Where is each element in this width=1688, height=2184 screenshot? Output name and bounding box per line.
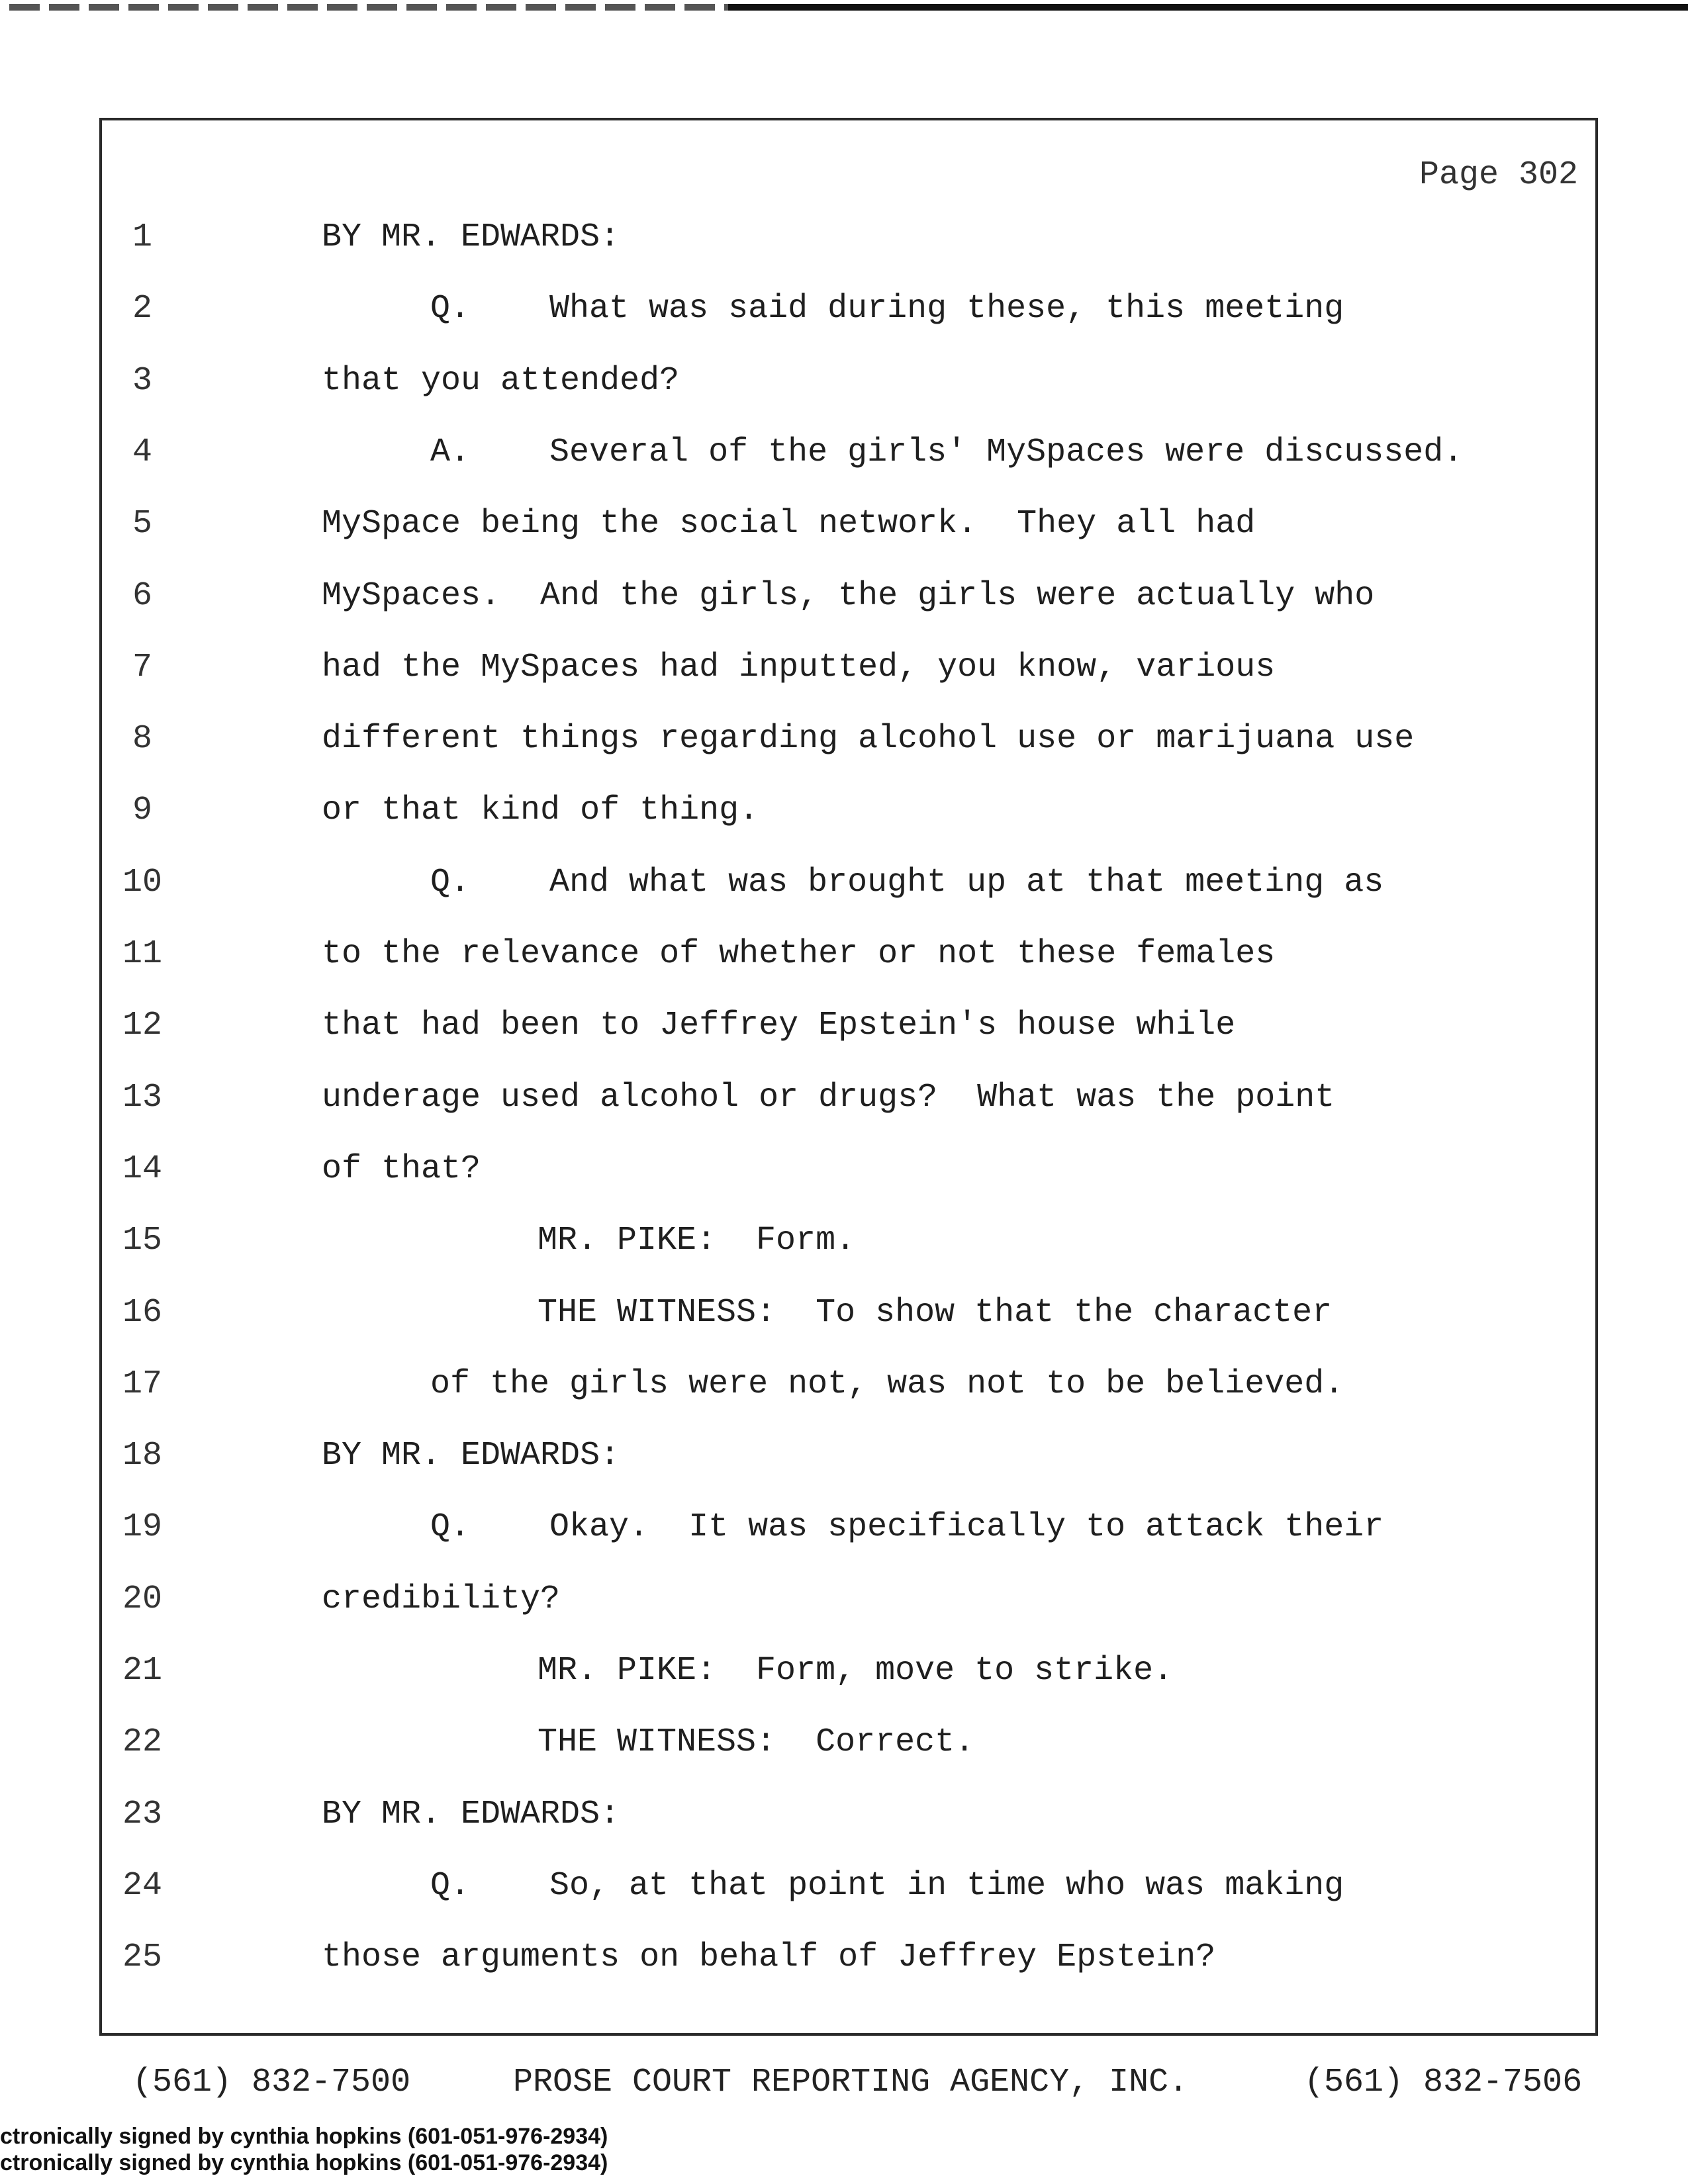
transcript-line <box>0 1648 1688 1694</box>
line-text: Q. And what was brought up at that meeting as <box>430 863 1384 901</box>
line-number: 10 <box>122 863 162 901</box>
line-text: of that? <box>322 1150 481 1188</box>
footer-left-phone: (561) 832-7500 <box>132 2064 411 2101</box>
line-number: 13 <box>122 1078 162 1116</box>
line-text: Q. So, at that point in time who was making <box>430 1866 1344 1905</box>
signature-line-1: ctronically signed by cynthia hopkins (601-051-976-2934) <box>0 2124 608 2149</box>
transcript-line <box>0 1792 1688 1838</box>
line-text: credibility? <box>322 1580 561 1618</box>
line-number: 5 <box>132 505 152 543</box>
line-number: 8 <box>132 720 152 758</box>
footer-right-phone: (561) 832-7506 <box>1304 2064 1583 2101</box>
line-text: BY MR. EDWARDS: <box>322 1795 620 1833</box>
line-number: 20 <box>122 1580 162 1618</box>
transcript-line <box>0 1290 1688 1336</box>
line-text: or that kind of thing. <box>322 792 759 830</box>
transcript-line <box>0 1218 1688 1264</box>
line-number: 22 <box>122 1723 162 1762</box>
line-number: 18 <box>122 1437 162 1475</box>
line-number: 12 <box>122 1007 162 1045</box>
line-text: to the relevance of whether or not these females <box>322 935 1276 973</box>
line-text: that you attended? <box>322 361 680 400</box>
transcript-line <box>0 1433 1688 1479</box>
line-number: 15 <box>122 1222 162 1260</box>
line-text: underage used alcohol or drugs? What was the point <box>322 1078 1335 1116</box>
line-number: 16 <box>122 1293 162 1332</box>
transcript-line <box>0 214 1688 261</box>
line-text: MySpace being the social network. They all had <box>322 505 1256 543</box>
transcript-line <box>0 1146 1688 1193</box>
transcript-line <box>0 931 1688 978</box>
line-number: 23 <box>122 1795 162 1833</box>
line-number: 7 <box>132 648 152 686</box>
line-text: Q. Okay. It was specifically to attack their <box>430 1508 1384 1547</box>
line-number: 9 <box>132 792 152 830</box>
transcript-line <box>0 860 1688 906</box>
line-text: different things regarding alcohol use or marijuana use <box>322 720 1415 758</box>
footer-agency-name: PROSE COURT REPORTING AGENCY, INC. <box>513 2064 1189 2101</box>
transcript-line <box>0 1361 1688 1408</box>
line-text: MR. PIKE: Form. <box>538 1222 856 1260</box>
page-footer <box>0 2060 1688 2106</box>
line-text: THE WITNESS: To show that the character <box>538 1293 1333 1332</box>
line-text: MR. PIKE: Form, move to strike. <box>538 1652 1174 1690</box>
transcript-line <box>0 286 1688 332</box>
line-number: 21 <box>122 1652 162 1690</box>
transcript-line <box>0 501 1688 547</box>
transcript-line <box>0 1719 1688 1766</box>
line-number: 4 <box>132 433 152 471</box>
line-number: 6 <box>132 576 152 615</box>
transcript-line <box>0 1504 1688 1551</box>
line-text: those arguments on behalf of Jeffrey Epstein? <box>322 1938 1216 1977</box>
transcript-line <box>0 573 1688 619</box>
signature-line-2: ctronically signed by cynthia hopkins (601-051-976-2934) <box>0 2150 608 2175</box>
transcript-line <box>0 430 1688 476</box>
transcript-line <box>0 358 1688 404</box>
transcript-line <box>0 788 1688 834</box>
transcript-line <box>0 1576 1688 1623</box>
line-number: 2 <box>132 290 152 328</box>
line-number: 3 <box>132 361 152 400</box>
line-text: BY MR. EDWARDS: <box>322 1437 620 1475</box>
line-text: A. Several of the girls' MySpaces were discussed. <box>430 433 1464 471</box>
line-text: THE WITNESS: Correct. <box>538 1723 975 1762</box>
line-text: had the MySpaces had inputted, you know, various <box>322 648 1276 686</box>
line-number: 17 <box>122 1365 162 1403</box>
line-text: that had been to Jeffrey Epstein's house while <box>322 1007 1236 1045</box>
line-number: 11 <box>122 935 162 973</box>
top-scan-rule <box>0 4 1688 11</box>
line-text: MySpaces. And the girls, the girls were actually who <box>322 576 1375 615</box>
line-number: 1 <box>132 218 152 256</box>
transcript-line <box>0 716 1688 762</box>
page-number: Page 302 <box>1419 156 1578 194</box>
transcript-line <box>0 645 1688 691</box>
line-number: 25 <box>122 1938 162 1977</box>
line-number: 19 <box>122 1508 162 1547</box>
line-number: 14 <box>122 1150 162 1188</box>
transcript-line <box>0 1934 1688 1981</box>
transcript-line <box>0 1863 1688 1909</box>
transcript-line <box>0 1003 1688 1049</box>
transcript-line <box>0 1075 1688 1121</box>
line-text: BY MR. EDWARDS: <box>322 218 620 256</box>
line-text: Q. What was said during these, this meeting <box>430 290 1344 328</box>
line-text: of the girls were not, was not to be believed. <box>430 1365 1344 1403</box>
line-number: 24 <box>122 1866 162 1905</box>
